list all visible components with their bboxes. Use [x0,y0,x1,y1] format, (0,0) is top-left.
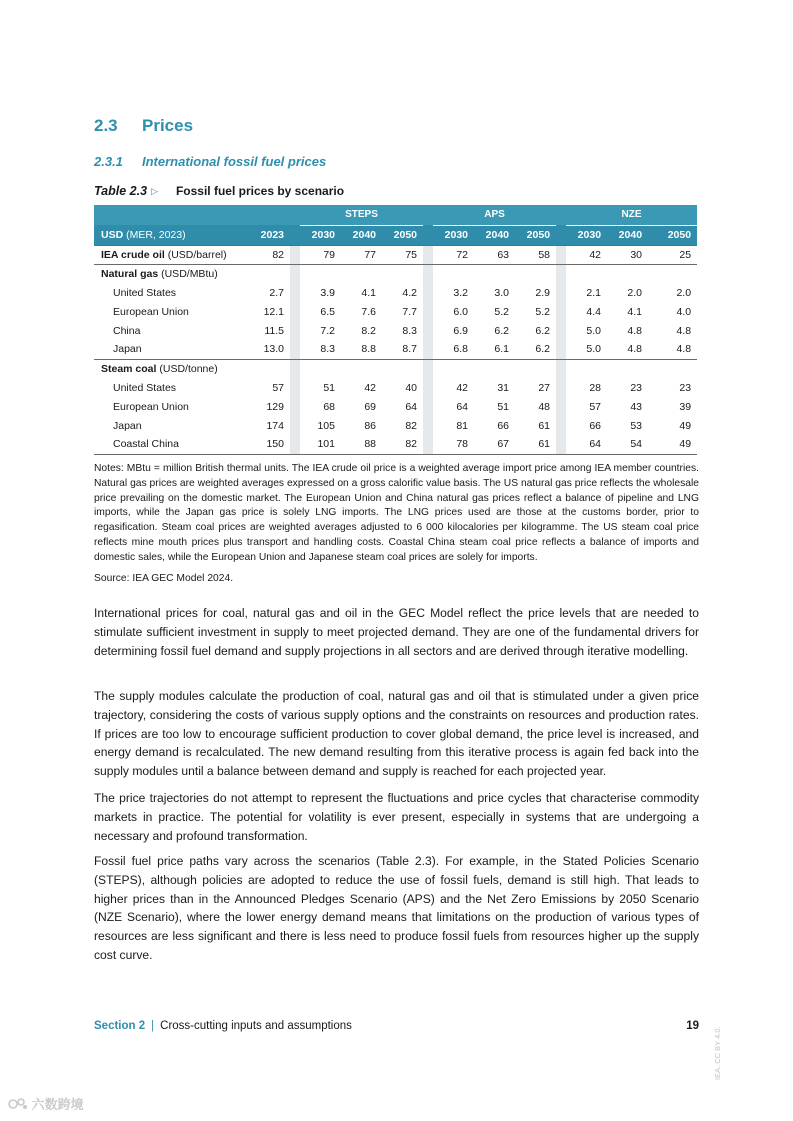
table-cell: 2.9 [535,286,551,299]
row-label [94,264,236,283]
year-header: 2030 [433,225,474,245]
column-spacer [290,302,300,321]
row-label [94,378,236,397]
year-header: 2040 [607,225,648,245]
table-cell: 4.8 [627,343,643,356]
group-spacer [290,205,300,225]
column-spacer [290,435,300,454]
table-cell: 2.0 [676,286,692,299]
table-category-row [94,359,697,378]
watermark-logo-icon [8,1097,28,1111]
column-spacer [290,264,300,283]
table-cell [474,359,515,378]
column-spacer [556,359,566,378]
table-label: Table 2.3 [94,184,148,198]
row-label-text: (USD/tonne) [156,362,218,375]
column-spacer [423,359,433,378]
row-label-text: (USD/barrel) [164,248,227,261]
table-cell [341,359,382,378]
table-row [94,321,697,340]
row-label [94,397,236,416]
group-header-aps: APS [433,205,556,225]
row-label-text: (USD/MBtu) [158,267,218,280]
table-cell: 57 [589,400,602,413]
table-cell: 49 [679,419,692,432]
row-label-text: Coastal China [113,438,179,451]
table-cell: 63 [474,245,515,264]
column-spacer [290,397,300,416]
table-cell: 4.8 [627,324,643,337]
table-cell: 4.0 [676,305,692,318]
column-spacer [423,397,433,416]
subsection-title: International fossil fuel prices [142,154,327,169]
table-cell: 4.2 [402,286,418,299]
group-spacer [423,205,433,225]
table-cell: 51 [497,400,510,413]
table-category-row [94,264,697,283]
body-paragraph: The price trajectories do not attempt to represent the fluctuations and price cycles that characterise commodity markets in practice. The potential for volatility is ever present, especially in systems that are undergoing a necessary and profound transformation. [94,791,699,843]
column-spacer [556,435,566,454]
license-note: IEA. CC BY 4.0. [713,1026,722,1080]
column-spacer [556,302,566,321]
table-cell [607,359,648,378]
table-cell: 12.1 [263,305,284,318]
table-cell: 3.2 [453,286,469,299]
table-cell: 64 [405,400,418,413]
table-cell: 8.3 [402,324,418,337]
table-cell: 64 [566,435,607,454]
table-cell: 2.0 [627,286,643,299]
section-title: Prices [142,116,194,135]
row-label [94,340,236,359]
triangle-right-icon: ▷ [151,186,158,196]
table-cell: 31 [497,381,510,394]
year-spacer [290,225,300,245]
row-label [94,245,236,264]
table-cell [607,264,648,283]
table-cell: 40 [405,381,418,394]
table-title: Fossil fuel prices by scenario [175,184,345,198]
table-cell: 7.2 [320,324,335,337]
body-paragraph: Fossil fuel price paths vary across the scenarios (Table 2.3). For example, in the Stated Policies Scenario (STEPS), although policies are adopted to reduce the use of fossil fuels, demand is still high. That leads to higher prices than in the Announced Pledges Scenario (APS) and the Net Zero Emissions by 2050 Scenario (NZE Scenario), where the lower energy demand means that limitations on the production of various types of resources are less significant and there is less need to produce fossil fuels from resources higher up the supply cost curve. [94,854,699,962]
table-cell: 86 [364,419,376,432]
column-spacer [423,245,433,264]
table-cell: 82 [382,435,423,454]
table-cell [382,264,423,283]
table-cell: 4.1 [627,305,643,318]
row-label-text: United States [113,381,177,394]
table-notes: Notes: MBtu = million British thermal units. The IEA crude oil price is a weighted average import price among IEA member countries. Natural gas prices are weighted averages expressed on a gross calorific value basis. The US natural gas price reflects the wholesale price prevailing on the domestic market. The European Union and China natural gas prices reflect a balance of pipeline and LNG imports, while the Japan gas price is solely LNG imports. The LNG prices used are those at the customs border, prior to regasification. Steam coal prices are weighted averages adjusted to 6 000 kilocalories per kilogramme. The US steam coal price reflects mine mouth prices plus transport and handling costs. Coastal China steam coal price reflects a balance of imports and domestic sales, while the European Union and Japanese steam coal prices are solely for imports. [94,463,699,563]
table-cell: 4.8 [676,343,692,356]
footer-section-title: Cross-cutting inputs and assumptions [160,1020,352,1032]
year-header: 2040 [474,225,515,245]
table-cell [566,359,607,378]
table-cell: 30 [607,245,648,264]
group-header-empty [236,205,290,225]
table-cell [566,264,607,283]
table-cell: 6.0 [453,305,469,318]
row-label-text: European Union [113,305,189,318]
table-cell: 81 [456,419,469,432]
table-cell: 2.7 [269,286,284,299]
table-cell: 6.2 [535,343,551,356]
column-spacer [423,264,433,283]
table-cell: 69 [364,400,376,413]
year-header: 2050 [382,225,423,245]
group-header-nze: NZE [566,205,697,225]
table-cell: 78 [433,435,474,454]
table-cell: 42 [456,381,469,394]
table-cell: 75 [382,245,423,264]
table-cell: 66 [497,419,510,432]
table-cell: 2.1 [586,286,602,299]
watermark [8,1094,84,1113]
table-cell: 23 [630,381,643,394]
table-cell: 28 [589,381,602,394]
table-cell: 51 [323,381,335,394]
table-cell: 150 [236,435,290,454]
table-row [94,302,697,321]
year-spacer [556,225,566,245]
row-label-text: European Union [113,400,189,413]
table-cell: 27 [538,381,551,394]
table-row [94,397,697,416]
table-group-header-row [94,205,697,225]
column-spacer [290,378,300,397]
row-label-text: Japan [113,419,142,432]
table-cell: 54 [607,435,648,454]
table-cell [236,359,290,378]
unit-header-rest: (MER, 2023) [123,228,186,241]
table-cell: 79 [300,245,341,264]
watermark-text: 六数跨境 [31,1097,84,1112]
table-row [94,435,697,454]
column-spacer [556,245,566,264]
table-cell [515,359,556,378]
table-cell: 23 [679,381,692,394]
table-cell: 43 [630,400,643,413]
row-label-text: United States [113,286,177,299]
group-spacer [556,205,566,225]
section-number: 2.3 [94,116,118,135]
table-cell: 5.2 [494,305,510,318]
year-header-base: 2023 [236,225,290,245]
table-cell: 5.2 [535,305,551,318]
table-cell: 8.8 [361,343,376,356]
table-cell: 3.0 [494,286,510,299]
table-cell [648,264,697,283]
table-cell: 3.9 [320,286,335,299]
row-label-bold: IEA crude oil [101,248,165,261]
table-cell: 82 [236,245,290,264]
row-label [94,416,236,435]
table-cell: 67 [474,435,515,454]
column-spacer [556,264,566,283]
table-cell: 174 [266,419,284,432]
row-label-bold: Steam coal [101,362,157,375]
subsection-number: 2.3.1 [94,154,123,169]
table-cell: 101 [300,435,341,454]
column-spacer [290,245,300,264]
body-paragraph: International prices for coal, natural gas and oil in the GEC Model reflect the price levels that are needed to stimulate sufficient investment in supply to meet projected demand. They are one of the fundamental drivers for determining fossil fuel demand and supply projections in all sectors and are derived through iterative modelling. [94,606,699,658]
table-cell: 7.6 [361,305,376,318]
column-spacer [556,340,566,359]
table-source: Source: IEA GEC Model 2024. [94,573,234,584]
table-cell: 61 [515,435,556,454]
table-cell: 4.8 [676,324,692,337]
table-cell: 105 [317,419,335,432]
table-cell: 88 [341,435,382,454]
body-paragraph: The supply modules calculate the production of coal, natural gas and oil that is stimulated under a given price trajectory, considering the costs of various supply options and the constraints on resources and production rates. If prices are too low to encourage sufficient production to cover global demand, the price level is increased, and energy demand is recalculated. The new demand resulting from this iterative process is again fed back into the supply modules until a balance between demand and supply is reached for each projected year. [94,689,699,779]
table-cell [433,264,474,283]
column-spacer [290,416,300,435]
row-label [94,283,236,302]
table-cell: 42 [566,245,607,264]
column-spacer [423,340,433,359]
year-header: 2030 [566,225,607,245]
column-spacer [556,397,566,416]
year-spacer [423,225,433,245]
table-cell [341,264,382,283]
row-label [94,302,236,321]
row-label [94,435,236,454]
table-cell: 48 [538,400,551,413]
table-cell: 39 [679,400,692,413]
section-heading [94,116,193,136]
table-cell: 57 [272,381,284,394]
table-cell: 6.1 [494,343,510,356]
footer-section-label: Section 2 [94,1020,146,1032]
table-cell: 8.2 [361,324,376,337]
row-label-bold: Natural gas [101,267,159,280]
row-label-text: China [113,324,141,337]
column-spacer [290,283,300,302]
table-cell: 58 [515,245,556,264]
table-cell: 8.7 [402,343,418,356]
column-spacer [556,416,566,435]
table-cell: 6.5 [320,305,335,318]
group-header-steps: STEPS [300,205,423,225]
unit-header-bold: USD [101,228,124,241]
year-header: 2050 [648,225,697,245]
table-cell [300,359,341,378]
table-cell: 6.8 [453,343,469,356]
table-cell: 4.1 [361,286,376,299]
table-row [94,416,697,435]
table-cell [515,264,556,283]
footer-separator: | [151,1020,155,1032]
row-label [94,359,236,378]
table-cell: 8.3 [320,343,335,356]
page-number: 19 [686,1020,699,1032]
column-spacer [423,416,433,435]
year-header: 2040 [341,225,382,245]
row-label-text: Japan [113,343,142,356]
table-cell [474,264,515,283]
table-row [94,245,697,264]
column-spacer [556,321,566,340]
table-cell [300,264,341,283]
table-cell: 4.4 [586,305,602,318]
row-label [94,321,236,340]
table-cell [382,359,423,378]
column-spacer [423,378,433,397]
table-cell: 5.0 [586,343,602,356]
table-cell: 66 [589,419,602,432]
table-row [94,378,697,397]
table-year-header-row [94,225,697,245]
column-spacer [423,283,433,302]
table-row [94,283,697,302]
table-cell: 68 [323,400,335,413]
unit-header [94,225,236,245]
fossil-fuel-prices-table [94,205,697,455]
table-cell: 61 [538,419,551,432]
year-header: 2050 [515,225,556,245]
table-cell: 6.2 [535,324,551,337]
table-cell: 77 [341,245,382,264]
column-spacer [290,359,300,378]
column-spacer [556,378,566,397]
table-row [94,340,697,359]
table-cell: 11.5 [264,324,284,337]
table-cell: 13.0 [263,343,284,356]
column-spacer [290,321,300,340]
table-caption [94,184,344,198]
table-cell [648,359,697,378]
table-cell: 6.2 [494,324,510,337]
subsection-heading [94,154,326,169]
page-footer [94,1020,699,1032]
column-spacer [423,321,433,340]
column-spacer [423,435,433,454]
column-spacer [290,340,300,359]
table-cell [433,359,474,378]
column-spacer [423,302,433,321]
table-cell: 6.9 [453,324,469,337]
group-header-empty [94,205,236,225]
table-cell: 72 [433,245,474,264]
table-cell: 7.7 [402,305,418,318]
table-cell: 49 [648,435,697,454]
table-cell: 42 [364,381,376,394]
column-spacer [556,283,566,302]
table-cell [236,264,290,283]
table-cell: 129 [266,400,284,413]
table-cell: 25 [648,245,697,264]
table-cell: 64 [456,400,469,413]
table-body [94,245,697,454]
table-cell: 82 [405,419,418,432]
table-cell: 53 [630,419,643,432]
table-cell: 5.0 [586,324,602,337]
year-header: 2030 [300,225,341,245]
